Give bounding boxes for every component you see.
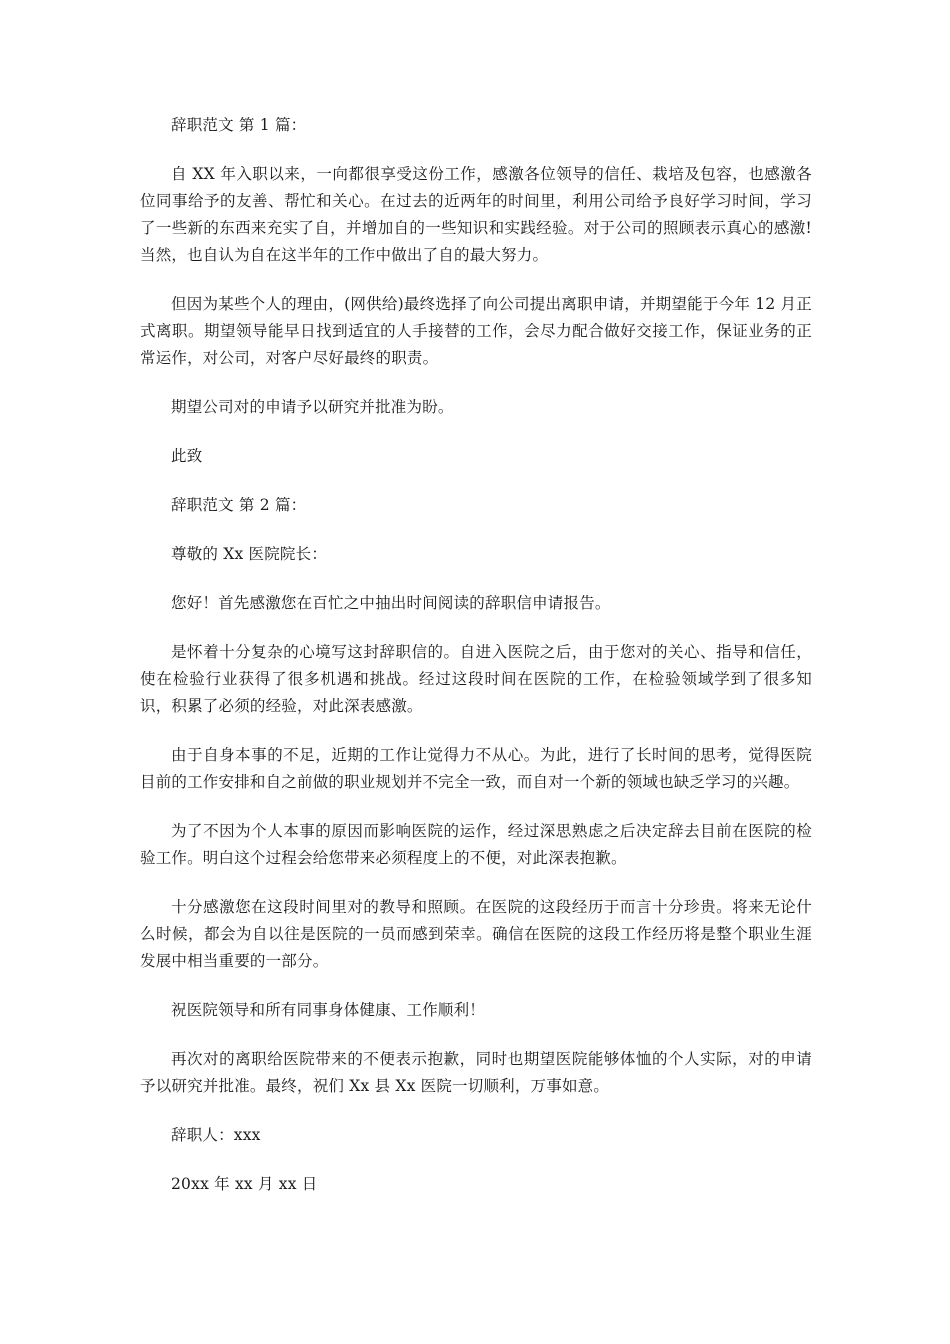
paragraph: 祝医院领导和所有同事身体健康、工作顺利！ — [171, 1001, 486, 1019]
paragraph: 自 XX 年入职以来，一向都很享受这份工作，感激各位领导的信任、栽培及包容，也感激各位同事给予的友善、帮忙和关心。在过去的近两年的时间里，利用公司给予良好学习时间，学习了一些新的东西来充实了自，并增加自的一些知识和实践经验。对于公司的照顾表示真心的感激!当然，也自认为自在这半年的工作中做出了自的最大努力。 — [140, 165, 812, 264]
document-body — [140, 112, 812, 1220]
paragraph: 为了不因为个人本事的原因而影响医院的运作，经过深思熟虑之后决定辞去目前在医院的检验工作。明白这个过程会给您带来必须程度上的不便，对此深表抱歉。 — [140, 822, 812, 867]
paragraph: 十分感激您在这段时间里对的教导和照顾。在医院的这段经历于而言十分珍贵。将来无论什么时候，都会为自以往是医院的一员而感到荣幸。确信在医院的这段工作经历将是整个职业生涯发展中相当重要的一部分。 — [140, 898, 812, 970]
paragraph: 您好！首先感激您在百忙之中抽出时间阅读的辞职信申请报告。 — [171, 594, 611, 612]
paragraph: 期望公司对的申请予以研究并批准为盼。 — [171, 398, 454, 416]
date-line: 20xx 年 xx 月 xx 日 — [171, 1175, 318, 1193]
letter-greeting: 尊敬的 Xx 医院院长： — [171, 545, 328, 563]
section-heading-2: 辞职范文 第 2 篇： — [171, 496, 307, 514]
section-heading-1: 辞职范文 第 1 篇： — [171, 116, 307, 134]
paragraph: 但因为某些个人的理由，(网供给)最终选择了向公司提出离职申请，并期望能于今年 12 月正式离职。期望领导能早日找到适宜的人手接替的工作，会尽力配合做好交接工作，保证业务的正常运作，对公司，对客户尽好最终的职责。 — [140, 295, 812, 367]
signature-line: 辞职人：xxx — [171, 1126, 261, 1144]
paragraph: 由于自身本事的不足，近期的工作让觉得力不从心。为此，进行了长时间的思考，觉得医院目前的工作安排和自之前做的职业规划并不完全一致，而自对一个新的领域也缺乏学习的兴趣。 — [140, 746, 812, 791]
paragraph: 是怀着十分复杂的心境写这封辞职信的。自进入医院之后，由于您对的关心、指导和信任，使在检验行业获得了很多机遇和挑战。经过这段时间在医院的工作，在检验领域学到了很多知识，积累了必须的经验，对此深表感激。 — [140, 643, 812, 715]
closing-salutation: 此致 — [171, 447, 203, 465]
paragraph: 再次对的离职给医院带来的不便表示抱歉，同时也期望医院能够体恤的个人实际，对的申请予以研究并批准。最终，祝们 Xx 县 Xx 医院一切顺利，万事如意。 — [140, 1050, 812, 1095]
